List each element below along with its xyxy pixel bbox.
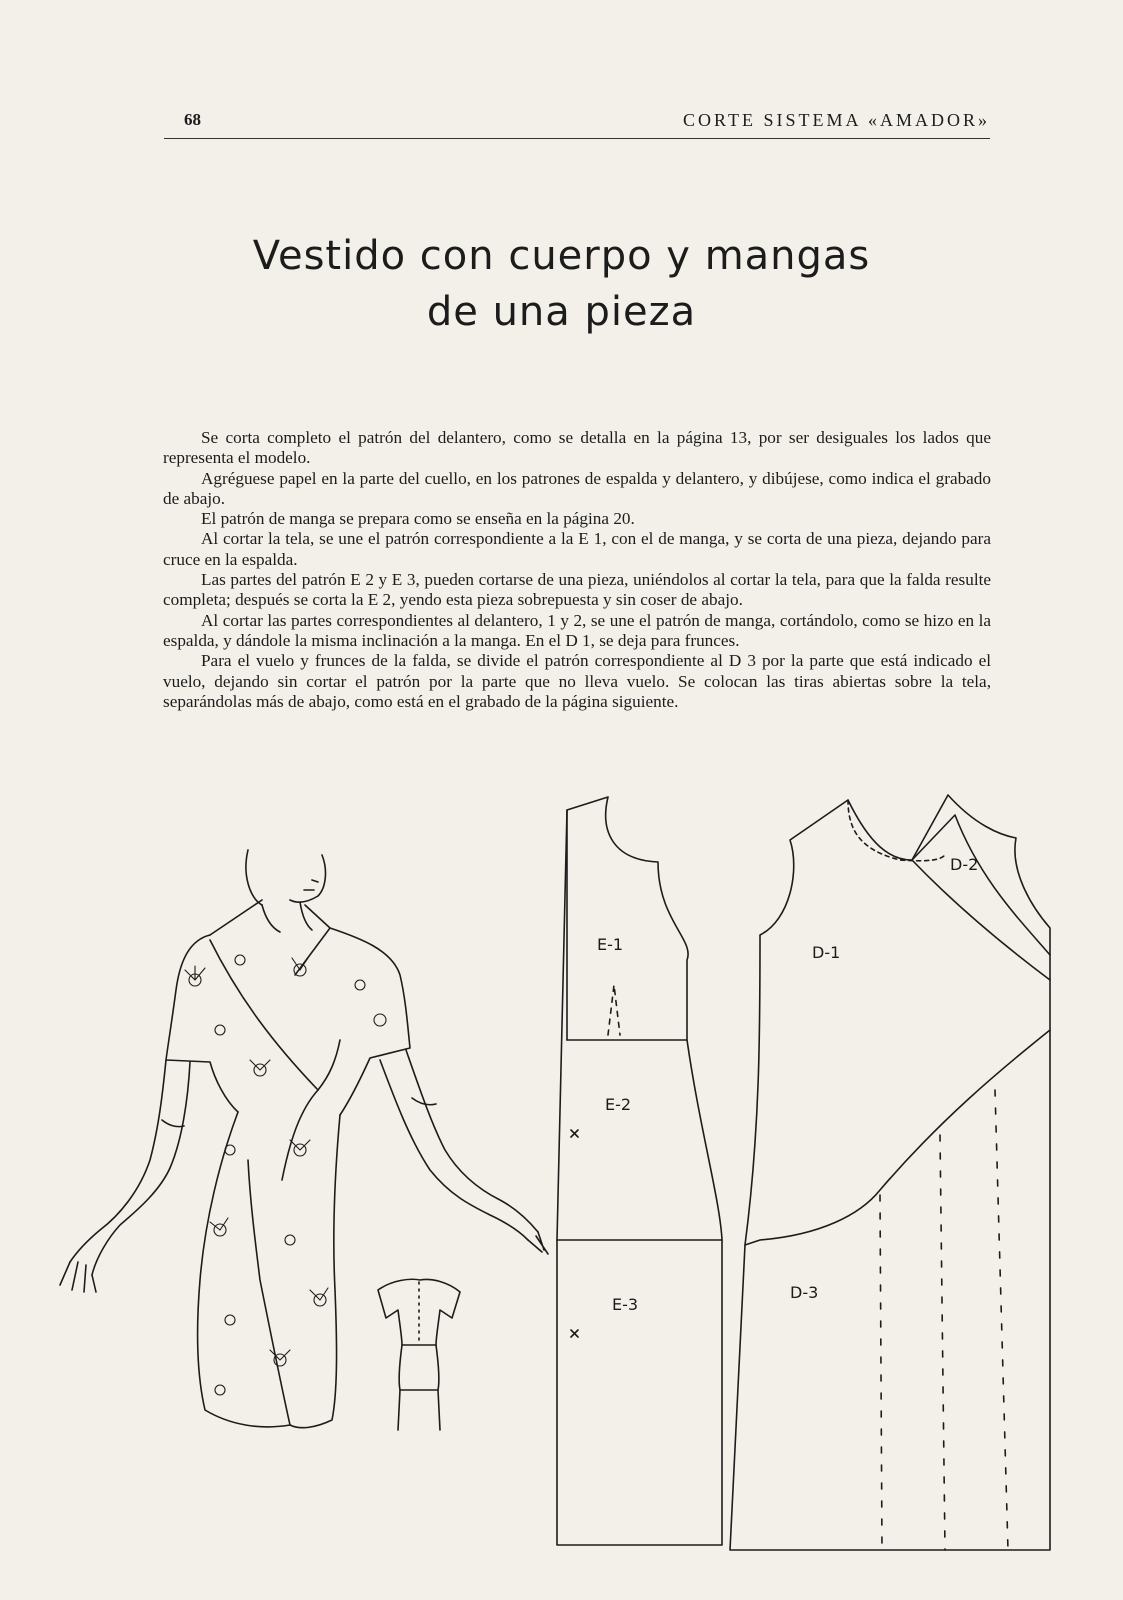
- running-title: CORTE SISTEMA «AMADOR»: [683, 110, 990, 130]
- paragraph: Se corta completo el patrón del delantero, como se detalla en la página 13, por ser desiguales los lados que representa el modelo.: [163, 428, 991, 468]
- page-header: [164, 108, 990, 139]
- label-d3: D-3: [790, 1283, 819, 1302]
- label-e1: E-1: [597, 935, 624, 954]
- paragraph: Al cortar las partes correspondientes al delantero, 1 y 2, se une el patrón de manga, cortándolo, como se hizo en la espalda, y dándole la misma inclinación a la manga. En el D 1, se deja para frunces.: [163, 610, 991, 650]
- dart: [608, 985, 620, 1035]
- page-title: [0, 228, 1123, 340]
- paragraph: Agréguese papel en la parte del cuello, en los patrones de espalda y delantero, y dibújese, como indica el grabado de abajo.: [163, 468, 991, 508]
- instructions-text: [163, 428, 991, 712]
- paragraph: Las partes del patrón E 2 y E 3, pueden cortarse de una pieza, uniéndolos al cortar la tela, para que la falda resulte completa; después se corta la E 2, yendo esta pieza sobrepuesta y sin coser de abajo.: [163, 570, 991, 610]
- wrap-line: [912, 860, 1050, 980]
- label-d2: D-2: [950, 855, 979, 874]
- d2-line: [912, 815, 1050, 955]
- title-line-1: Vestido con cuerpo y mangas: [252, 233, 871, 279]
- paragraph: El patrón de manga se prepara como se enseña en la página 20.: [201, 509, 635, 529]
- d2-neck-dashed: [848, 800, 945, 861]
- dress-model-illustration: [60, 850, 548, 1430]
- label-e2: E-2: [605, 1095, 632, 1114]
- label-d1: D-1: [812, 943, 841, 962]
- d-seam: [745, 1030, 1050, 1245]
- back-view-sketch: [378, 1279, 460, 1430]
- page-number: 68: [184, 110, 201, 129]
- paragraph: Al cortar la tela, se une el patrón correspondiente a la E 1, con el de manga, y se corta de una pieza, dejando para cruce en la espalda.: [163, 529, 991, 569]
- back-pattern: [557, 797, 722, 1545]
- label-e3: E-3: [612, 1295, 639, 1314]
- paragraph: Para el vuelo y frunces de la falda, se divide el patrón correspondiente al D 3 por la parte que está indicado el vuelo, dejando sin cortar el patrón por la parte que no lleva vuelo. Se colocan las tiras abiertas sobre la tela, separándolas más de abajo, como está en el grabado de la página siguiente.: [163, 651, 991, 711]
- front-pattern: [730, 795, 1050, 1550]
- title-line-2: de una pieza: [426, 289, 697, 335]
- illustrations: [0, 790, 1123, 1590]
